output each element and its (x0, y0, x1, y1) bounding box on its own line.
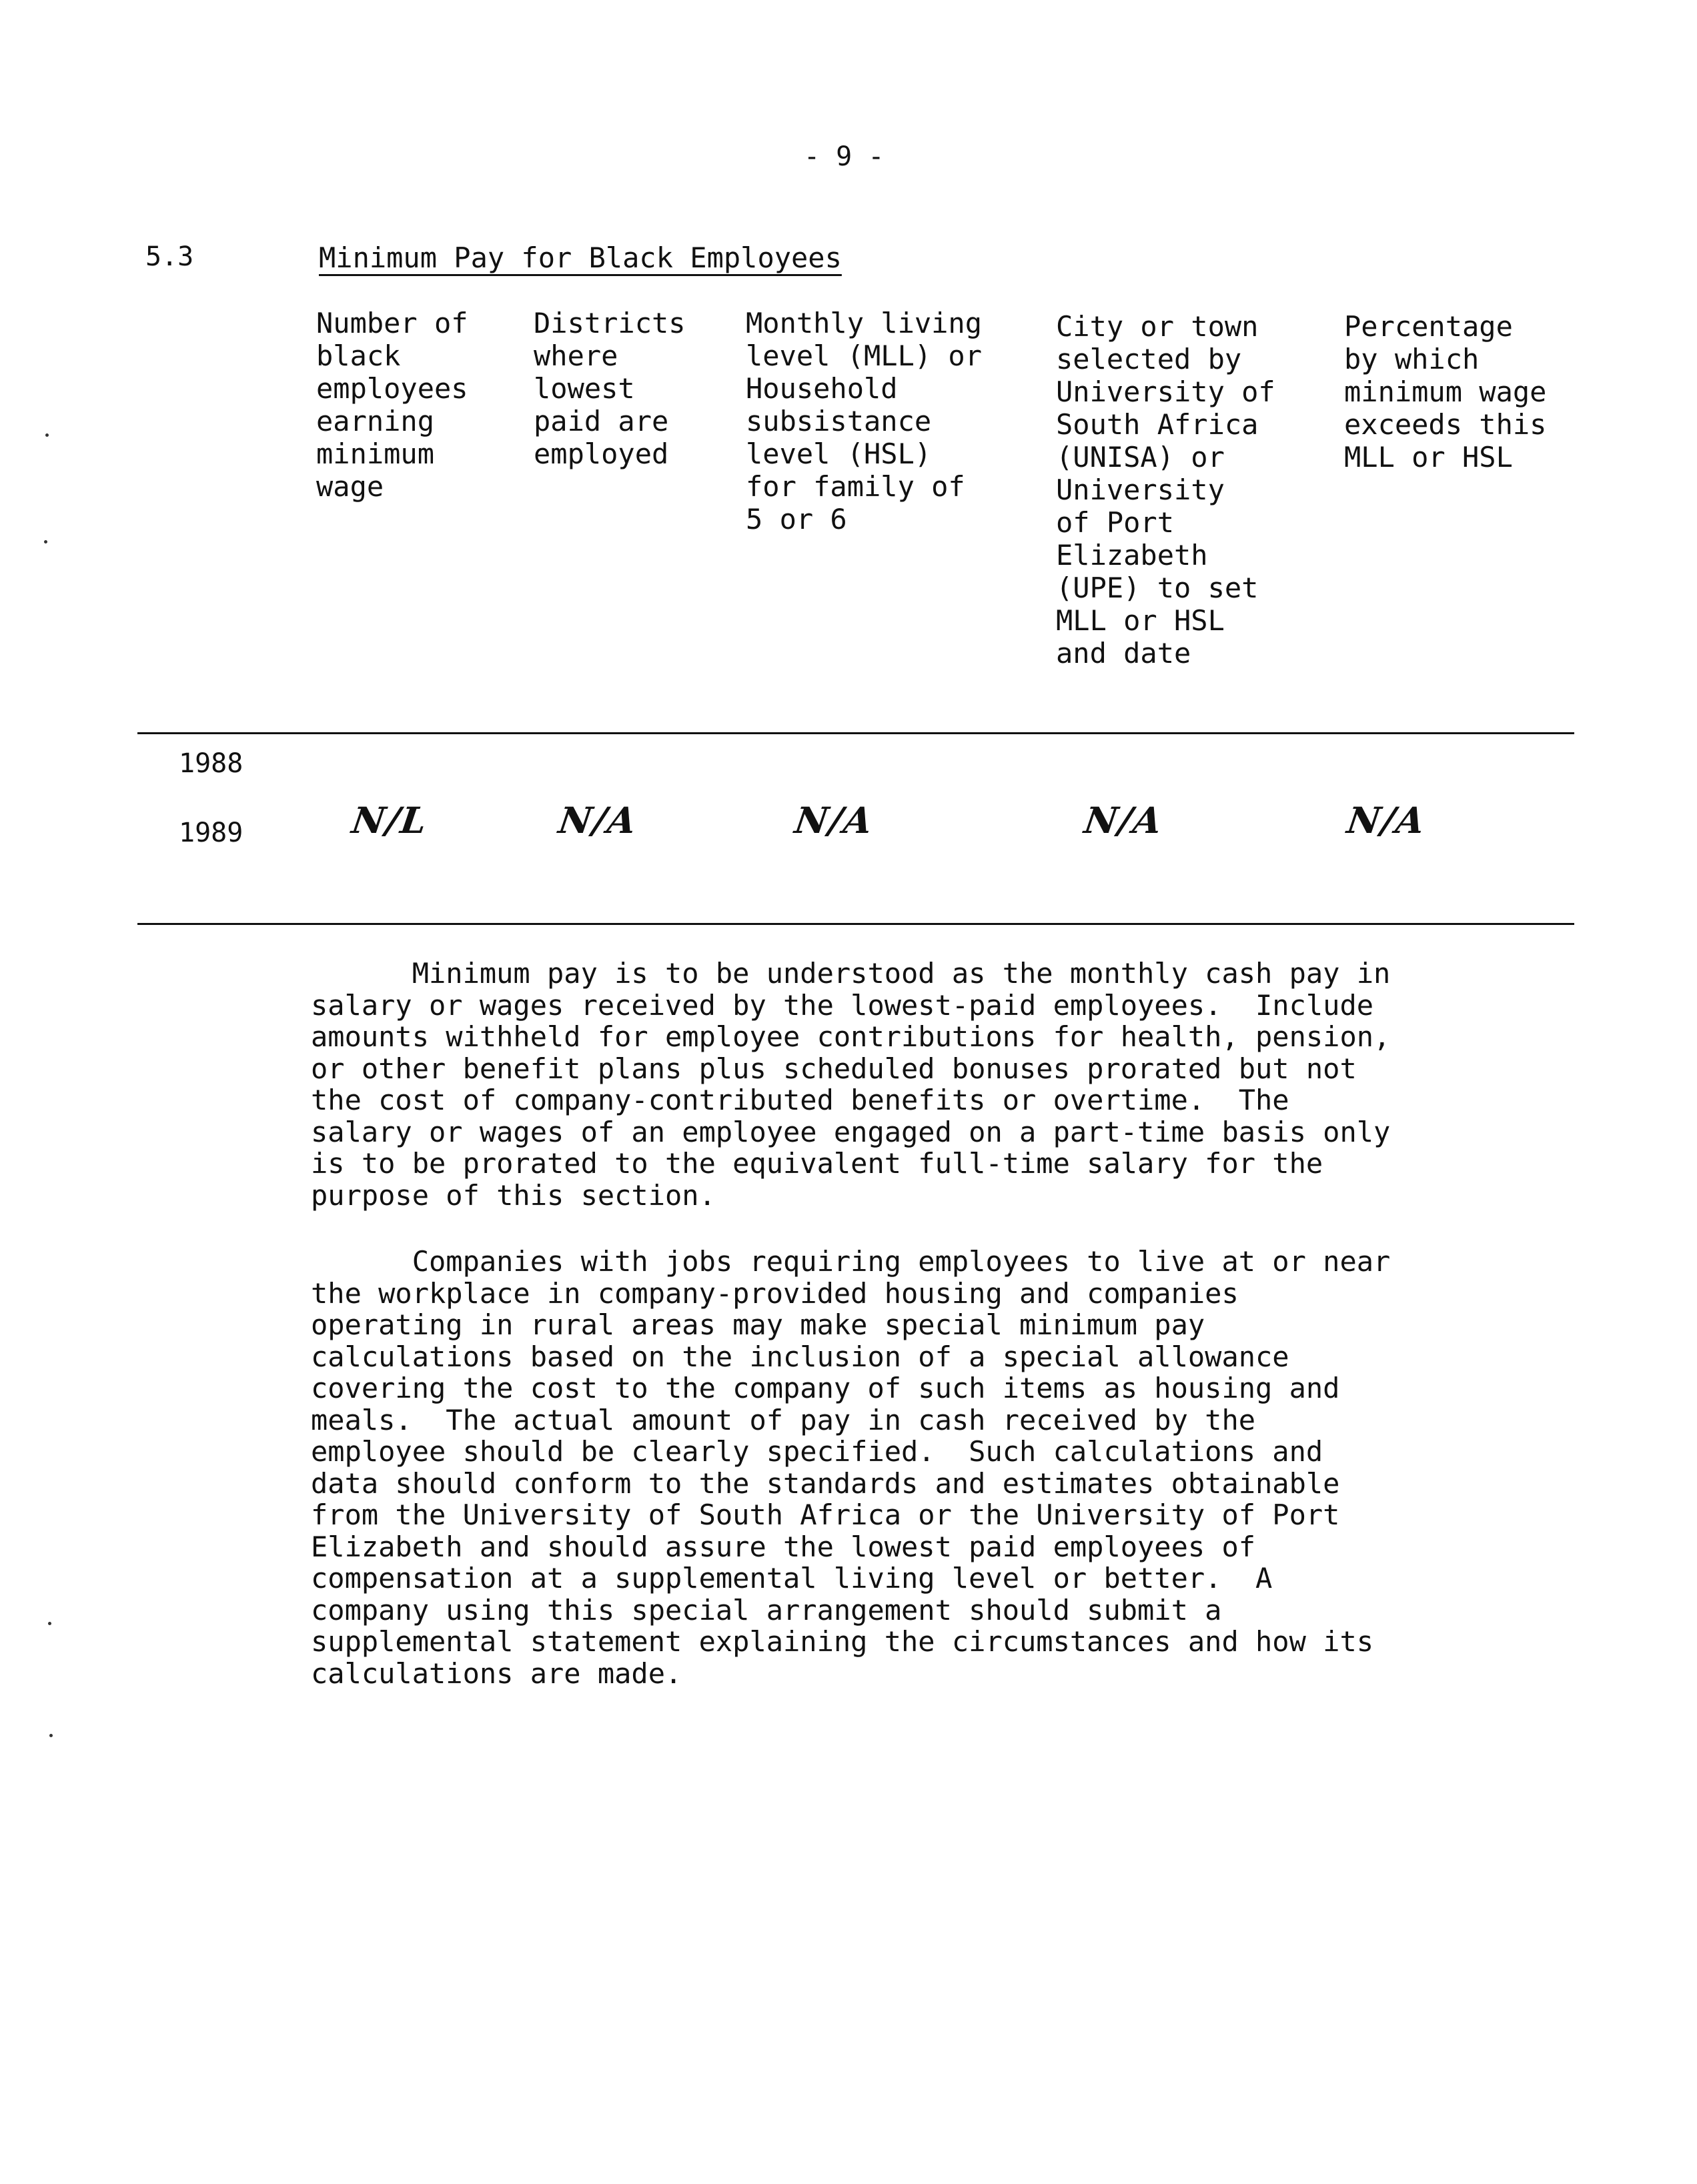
scan-speck (49, 1734, 53, 1737)
scan-speck (48, 1622, 51, 1625)
section-number: 5.3 (145, 241, 194, 272)
paragraph-minimum-pay-definition: Minimum pay is to be understood as the monthly cash pay in salary or wages received by the lowest-paid employees. Include amounts withheld for employee contributions for health, pension, or other benefit plans plus scheduled bonuses prorated but not the cost of company-contributed benefits or overtime. The salary or wages of an employee engaged on a part-time basis only is to be prorated to the equivalent full-time salary for the purpose of this section. (311, 957, 1391, 1212)
scan-speck (45, 433, 49, 437)
section-title: Minimum Pay for Black Employees (319, 241, 842, 274)
handwritten-value-city-or-town: N/A (1081, 799, 1166, 842)
table-header-percentage: Percentage by which minimum wage exceeds this MLL or HSL (1344, 310, 1547, 473)
handwritten-value-employee-count: N/L (349, 799, 431, 842)
handwritten-value-percentage: N/A (1344, 799, 1429, 842)
handwritten-value-districts: N/A (556, 799, 640, 842)
table-header-districts: Districts where lowest paid are employed (534, 307, 686, 470)
table-rule-bottom (137, 923, 1574, 925)
table-row-year-1989: 1989 (179, 818, 243, 848)
scan-speck (44, 540, 47, 543)
page-number: - 9 - (804, 141, 885, 172)
table-row-year-1988: 1988 (179, 748, 243, 779)
table-header-employee-count: Number of black employees earning minimum wage (316, 307, 468, 503)
handwritten-value-living-level: N/A (792, 799, 877, 842)
table-rule-top (137, 732, 1574, 734)
table-header-city-or-town: City or town selected by University of South Africa (UNISA) or University of Port Elizabeth (UPE) to set MLL or HSL and date (1056, 310, 1275, 670)
table-header-living-level: Monthly living level (MLL) or Household subsistance level (HSL) for family of 5 or 6 (746, 307, 983, 535)
paragraph-special-arrangements: Companies with jobs requiring employees to live at or near the workplace in company-provided housing and companies operating in rural areas may make special minimum pay calculations based on the inclusion of a special allowance covering the cost to the company of such items as housing and meals. The actual amount of pay in cash received by the employee should be clearly specified. Such calculations and data should conform to the standards and estimates obtainable from the University of South Africa or the University of Port Elizabeth and should assure the lowest paid employees of compensation at a supplemental living level or better. A company using this special arrangement should submit a supplemental statement explaining the circumstances and how its calculations are made. (311, 1245, 1391, 1690)
